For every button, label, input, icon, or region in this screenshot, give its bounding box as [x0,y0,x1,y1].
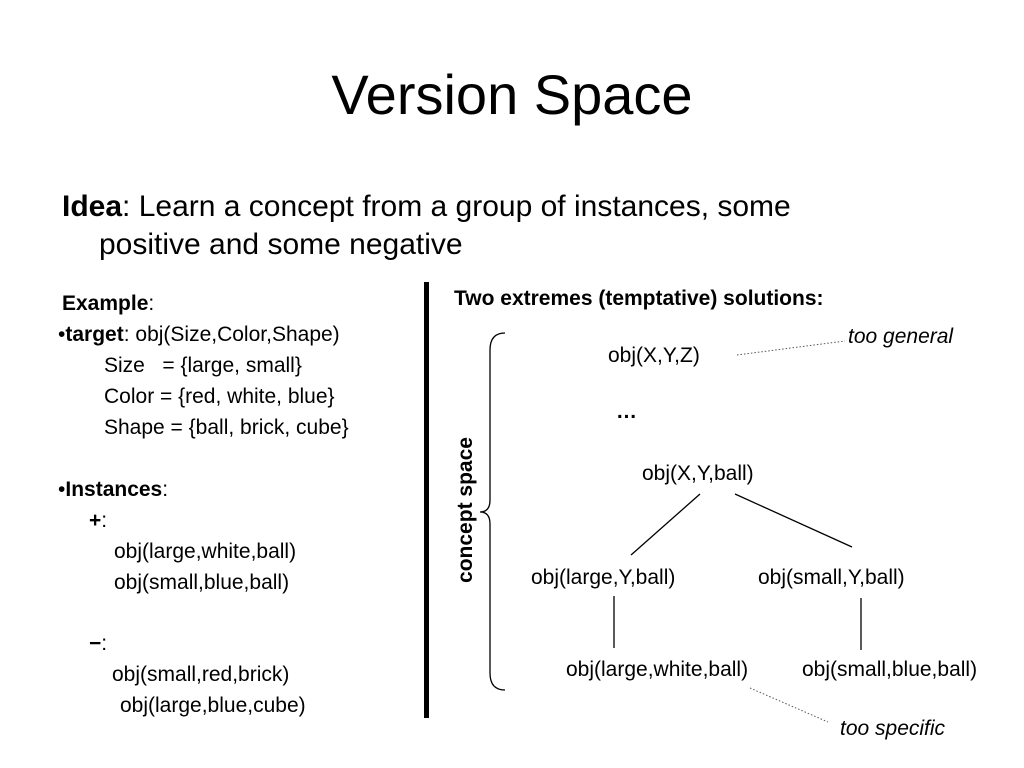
target-label: target [65,323,124,346]
edge-mid-left [631,494,700,555]
node-right: obj(small,Y,ball) [758,566,905,589]
instances-label: Instances [65,478,163,501]
concept-space-label: concept space [454,437,477,583]
idea-label: Idea [62,190,123,223]
note-too-specific: too specific [840,717,946,740]
idea-text-line1: : Learn a concept from a group of instances, some [122,190,791,223]
bullet: • [58,478,66,501]
negative-heading: −: [89,632,108,655]
idea-text-line2: positive and some negative [99,228,463,261]
positive-sign: + [89,509,102,532]
node-mid: obj(X,Y,ball) [642,462,754,485]
general-pointer [737,341,845,355]
specific-pointer [750,688,828,722]
positive-heading: +: [89,509,108,532]
shape-domain: Shape = {ball, brick, cube} [104,416,349,439]
negative-sign: − [89,632,102,655]
node-ellipsis: … [616,400,637,423]
note-too-general: too general [848,325,954,348]
size-domain: Size = {large, small} [104,354,302,377]
node-left: obj(large,Y,ball) [531,566,676,589]
node-bottom-right: obj(small,blue,ball) [802,658,978,681]
extremes-heading: Two extremes (temptative) solutions: [454,287,824,310]
color-domain: Color = {red, white, blue} [104,385,335,408]
node-top: obj(X,Y,Z) [608,344,700,367]
node-bottom-left: obj(large,white,ball) [566,658,749,681]
negative-instance: obj(small,red,brick) [112,663,290,686]
edge-mid-right [735,494,852,547]
concept-space-brace [480,333,505,690]
bullet: • [58,323,66,346]
slide-title: Version Space [331,63,693,126]
instances-line: •Instances: [58,478,169,501]
target-value: : obj(Size,Color,Shape) [123,323,340,346]
negative-instance: obj(large,blue,cube) [120,694,306,717]
example-heading: Example: [62,292,155,315]
positive-instance: obj(small,blue,ball) [114,571,290,594]
positive-instance: obj(large,white,ball) [114,540,297,563]
